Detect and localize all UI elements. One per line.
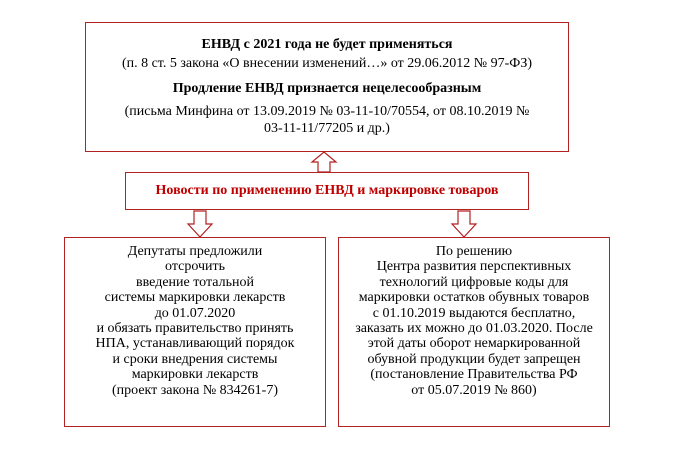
shoe-labeling-line: (постановление Правительства РФ (370, 367, 578, 383)
up-arrow-icon (310, 151, 338, 173)
shoe-labeling-line: обувной продукции будет запрещен (367, 351, 581, 367)
news-title: Новости по применению ЕНВД и маркировке товаров (155, 183, 499, 198)
drug-labeling-line: системы маркировки лекарств (104, 290, 286, 306)
minfin-letters-line2: 03-11-11/77205 и др.) (264, 121, 390, 136)
drug-labeling-line: до 01.07.2020 (154, 305, 236, 321)
shoe-labeling-line: с 01.10.2019 выдаются бесплатно, (372, 305, 576, 321)
down-arrow-right-icon (450, 210, 478, 238)
down-arrow-left-icon (186, 210, 214, 238)
shoe-labeling-box (338, 237, 610, 427)
drug-labeling-line: и обязать правительство принять (96, 321, 294, 337)
law-reference: (п. 8 ст. 5 закона «О внесении изменений…» от 29.06.2012 № 97-ФЗ) (121, 56, 533, 71)
drug-labeling-line: и сроки внедрения системы (112, 351, 278, 367)
drug-labeling-box (64, 237, 326, 427)
drug-labeling-line: (проект закона № 834261-7) (112, 382, 278, 398)
minfin-letters-line1: (письма Минфина от 13.09.2019 № 03-11-10/70554, от 08.10.2019 № (124, 104, 530, 119)
shoe-labeling-line: этой даты оборот немаркированной (367, 336, 581, 352)
drug-labeling-line: введение тотальной (136, 274, 254, 290)
drug-labeling-line: отсрочить (165, 259, 225, 275)
envd-extension-heading: Продление ЕНВД признается нецелесообразным (172, 81, 482, 96)
drug-labeling-line: Депутаты предложили (127, 244, 263, 259)
shoe-labeling-line: заказать их можно до 01.03.2020. После (355, 321, 593, 337)
top-box (85, 22, 569, 152)
shoe-labeling-line: технологий цифровые коды для (379, 274, 569, 290)
shoe-labeling-line: от 05.07.2019 № 860) (411, 382, 537, 398)
envd-2021-heading: ЕНВД с 2021 года не будет применяться (201, 37, 453, 52)
drug-labeling-line: НПА, устанавливающий порядок (95, 336, 295, 352)
shoe-labeling-line: Центра развития перспективных (376, 259, 572, 275)
shoe-labeling-line: маркировки остатков обувных товаров (358, 290, 590, 306)
news-title-box (125, 172, 529, 210)
drug-labeling-line: маркировки лекарств (131, 367, 259, 383)
shoe-labeling-line: По решению (435, 244, 513, 259)
